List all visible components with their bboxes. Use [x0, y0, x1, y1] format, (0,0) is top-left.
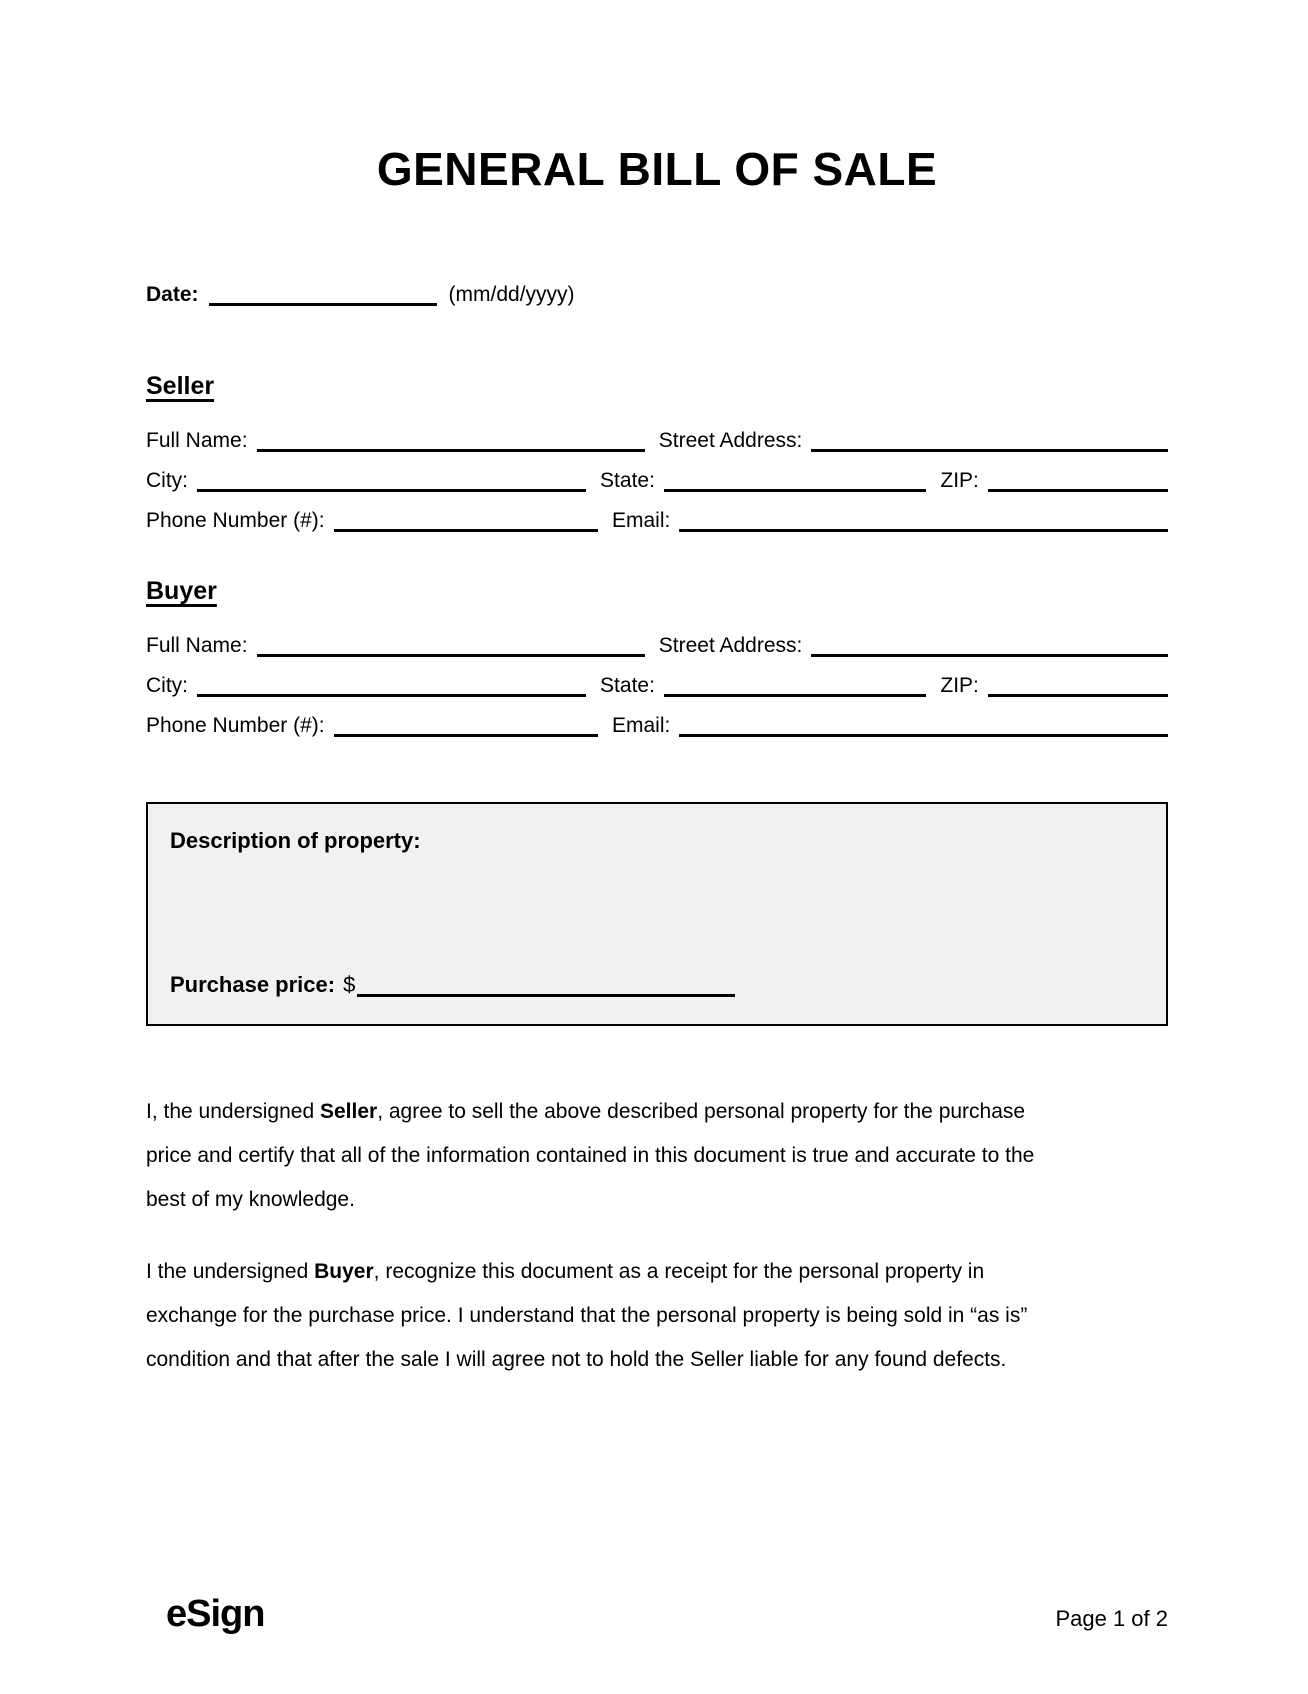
seller-phone-email-row: [146, 501, 1168, 541]
seller-statement-line-2: price and certify that all of the information contained in this document is true and accurate to the: [146, 1144, 1035, 1167]
street-address-label: Street Address:: [658, 429, 803, 452]
seller-city-state-zip-row: [146, 461, 1168, 501]
seller-statement: [146, 1090, 1168, 1222]
document-title: GENERAL BILL OF SALE: [376, 143, 938, 195]
seller-city-field[interactable]: [197, 489, 586, 492]
buyer-full-name-field[interactable]: [257, 654, 645, 657]
seller-statement-line-1: I, the undersigned Seller, agree to sell the above described personal property for the purchase: [146, 1100, 1026, 1123]
purchase-price-row: [170, 972, 1144, 998]
city-label: City:: [146, 469, 188, 492]
email-label: Email:: [611, 714, 671, 737]
buyer-statement-line-3: condition and that after the sale I will agree not to hold the Seller liable for any found defects.: [146, 1348, 1007, 1371]
seller-name-address-row: [146, 421, 1168, 461]
seller-street-address-field[interactable]: [811, 449, 1168, 452]
seller-heading: Seller: [146, 372, 215, 400]
seller-phone-field[interactable]: [334, 529, 598, 532]
buyer-phone-email-row: [146, 706, 1168, 746]
full-name-label: Full Name:: [146, 429, 248, 452]
buyer-zip-field[interactable]: [988, 694, 1168, 697]
date-label: Date:: [146, 283, 199, 306]
purchase-price-label: Purchase price:: [170, 972, 336, 997]
buyer-section: [146, 577, 1168, 746]
buyer-statement-line-1: I the undersigned Buyer, recognize this document as a receipt for the personal property in: [146, 1260, 985, 1283]
seller-full-name-field[interactable]: [257, 449, 645, 452]
buyer-statement: [146, 1250, 1168, 1382]
statements: [146, 1090, 1168, 1382]
property-description-box[interactable]: [146, 802, 1168, 1026]
buyer-city-state-zip-row: [146, 666, 1168, 706]
page-footer: [146, 1593, 1168, 1636]
seller-statement-line-3: best of my knowledge.: [146, 1188, 355, 1211]
page-indicator: Page 1 of 2: [1055, 1606, 1168, 1631]
purchase-price-field[interactable]: [357, 994, 735, 997]
buyer-state-field[interactable]: [664, 694, 926, 697]
street-address-label: Street Address:: [658, 634, 803, 657]
email-label: Email:: [611, 509, 671, 532]
buyer-email-field[interactable]: [679, 734, 1168, 737]
buyer-street-address-field[interactable]: [811, 654, 1168, 657]
date-field[interactable]: [209, 303, 437, 306]
phone-label: Phone Number (#):: [146, 509, 325, 532]
date-format-hint: (mm/dd/yyyy): [448, 283, 575, 306]
seller-email-field[interactable]: [679, 529, 1168, 532]
state-label: State:: [600, 469, 655, 492]
state-label: State:: [600, 674, 655, 697]
phone-label: Phone Number (#):: [146, 714, 325, 737]
buyer-phone-field[interactable]: [334, 734, 598, 737]
buyer-name-address-row: [146, 626, 1168, 666]
city-label: City:: [146, 674, 188, 697]
zip-label: ZIP:: [940, 469, 979, 492]
currency-symbol: $: [343, 972, 356, 997]
full-name-label: Full Name:: [146, 634, 248, 657]
date-row: [146, 280, 1168, 310]
buyer-statement-line-2: exchange for the purchase price. I understand that the personal property is being sold in “as is”: [146, 1304, 1028, 1327]
zip-label: ZIP:: [940, 674, 979, 697]
buyer-city-field[interactable]: [197, 694, 586, 697]
seller-section: [146, 372, 1168, 541]
seller-zip-field[interactable]: [988, 489, 1168, 492]
seller-state-field[interactable]: [664, 489, 926, 492]
esign-logo: eSign: [166, 1593, 265, 1635]
property-description-label: Description of property:: [170, 828, 421, 853]
buyer-heading: Buyer: [146, 577, 217, 605]
